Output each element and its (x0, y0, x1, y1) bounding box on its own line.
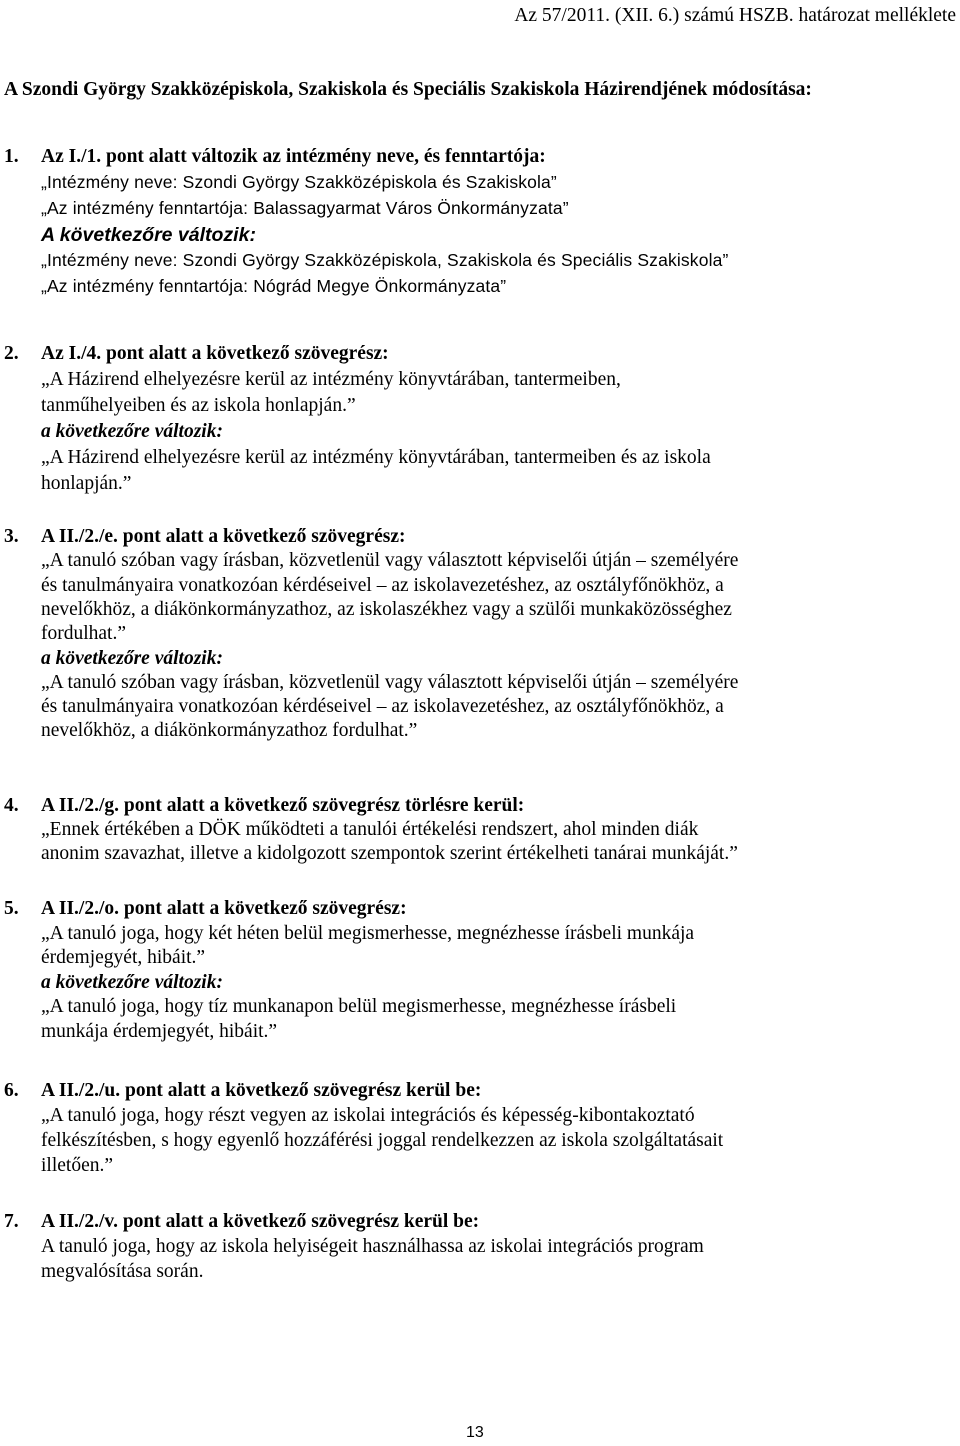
original-text-line: anonim szavazhat, illetve a kidolgozott szempontok szerint értékelheti tanárai munkáját.” (41, 843, 738, 864)
item-number: 7. (4, 1211, 19, 1232)
amended-text-line: honlapján.” (41, 473, 132, 494)
document-reference-header: Az 57/2011. (XII. 6.) számú HSZB. határozat melléklete (514, 5, 956, 26)
original-text-line: „Intézmény neve: Szondi György Szakközépiskola és Szakiskola” (41, 172, 557, 192)
item-heading: A II./2./v. pont alatt a következő szövegrész kerül be: (41, 1211, 480, 1232)
original-text-line: érdemjegyét, hibáit.” (41, 947, 206, 968)
page-number: 13 (466, 1424, 484, 1441)
original-text-line: „A Házirend elhelyezésre kerül az intézmény könyvtárában, tantermeiben, (41, 369, 621, 390)
item-heading: A II./2./g. pont alatt a következő szövegrész törlésre kerül: (41, 795, 525, 816)
original-text-line: és tanulmányaira vonatkozóan kérdéseivel – az iskolavezetéshez, az osztályfőnökhöz, a (41, 574, 724, 596)
amended-text-line: „A tanuló szóban vagy írásban, közvetlenül vagy választott képviselői útján – személyére (41, 671, 739, 693)
change-label: a következőre változik: (41, 971, 223, 993)
item-number: 3. (4, 526, 19, 547)
amended-text-line: „Az intézmény fenntartója: Nógrád Megye Önkormányzata” (41, 276, 507, 296)
original-text-line: „Az intézmény fenntartója: Balassagyarmat Város Önkormányzata” (41, 198, 569, 218)
item-heading: A II./2./o. pont alatt a következő szövegrész: (41, 898, 407, 919)
amended-text-line: „A tanuló joga, hogy tíz munkanapon belül megismerhesse, megnézhesse írásbeli (41, 996, 677, 1017)
original-text-line: „A tanuló joga, hogy részt vegyen az iskolai integrációs és képesség-kibontakoztató (41, 1105, 695, 1126)
original-text-line: „A tanuló joga, hogy két héten belül megismerhesse, megnézhesse írásbeli munkája (41, 922, 695, 944)
original-text-line: nevelőkhöz, a diákönkormányzathoz, az iskolaszékhez vagy a szülői munkaközösséghez (41, 598, 732, 620)
original-text-line: megvalósítása során. (41, 1261, 204, 1282)
amended-text-line: nevelőkhöz, a diákönkormányzathoz fordulhat.” (41, 720, 418, 742)
item-heading: A II./2./u. pont alatt a következő szövegrész kerül be: (41, 1080, 482, 1101)
item-heading: Az I./1. pont alatt változik az intézmény neve, és fenntartója: (41, 146, 546, 167)
original-text-line: fordulhat.” (41, 623, 127, 645)
item-number: 6. (4, 1080, 19, 1101)
original-text-line: „Ennek értékében a DÖK működteti a tanulói értékelési rendszert, ahol minden diák (41, 819, 699, 840)
original-text-line: „A tanuló szóban vagy írásban, közvetlenül vagy választott képviselői útján – személyére (41, 550, 739, 572)
amended-text-line: és tanulmányaira vonatkozóan kérdéseivel – az iskolavezetéshez, az osztályfőnökhöz, a (41, 696, 724, 718)
original-text-line: illetően.” (41, 1155, 114, 1176)
amended-text-line: „Intézmény neve: Szondi György Szakközépiskola, Szakiskola és Speciális Szakiskola” (41, 250, 729, 270)
change-label: a következőre változik: (41, 421, 223, 442)
change-label: A következőre változik: (41, 224, 256, 246)
amended-text-line: munkája érdemjegyét, hibáit.” (41, 1020, 278, 1042)
document-title: A Szondi György Szakközépiskola, Szakiskola és Speciális Szakiskola Házirendjének módosítása: (4, 79, 812, 100)
item-number: 2. (4, 343, 19, 364)
amended-text-line: „A Házirend elhelyezésre kerül az intézmény könyvtárában, tantermeiben és az iskola (41, 447, 711, 468)
item-heading: A II./2./e. pont alatt a következő szövegrész: (41, 526, 406, 547)
original-text-line: tanműhelyeiben és az iskola honlapján.” (41, 395, 356, 416)
original-text-line: felkészítésben, s hogy egyenlő hozzáférési joggal rendelkezzen az iskola szolgáltatásait (41, 1130, 724, 1151)
item-number: 1. (4, 146, 19, 167)
original-text-line: A tanuló joga, hogy az iskola helyiségeit használhassa az iskolai integrációs program (41, 1236, 704, 1257)
item-number: 5. (4, 898, 19, 919)
item-number: 4. (4, 795, 19, 816)
change-label: a következőre változik: (41, 647, 223, 669)
item-heading: Az I./4. pont alatt a következő szövegrész: (41, 343, 389, 364)
